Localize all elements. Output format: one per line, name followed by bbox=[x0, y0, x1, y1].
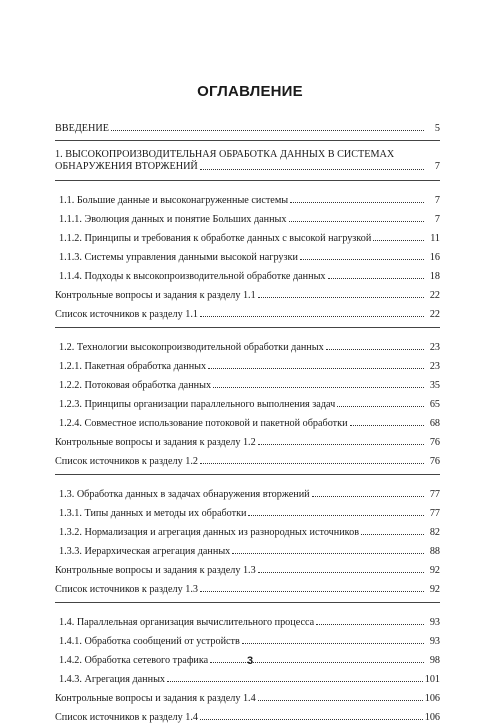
toc-entry-text: 1.1.1. Эволюция данных и понятие Больших данных bbox=[59, 213, 287, 225]
dot-leader bbox=[258, 297, 424, 298]
dot-leader bbox=[200, 463, 424, 464]
toc-entry-text: 1.4.2. Обработка сетевого трафика bbox=[59, 654, 209, 666]
toc-sections bbox=[55, 180, 440, 723]
toc-entry[interactable] bbox=[55, 225, 440, 244]
toc-entry[interactable] bbox=[55, 263, 440, 282]
toc-entry-text: 1.1.2. Принципы и требования к обработке данных с высокой нагрузкой bbox=[59, 232, 372, 244]
divider bbox=[55, 327, 440, 328]
dot-leader bbox=[208, 368, 424, 369]
toc-entry-text: 1.2.3. Принципы организации параллельного выполнения задач bbox=[59, 398, 336, 410]
toc-entry-page: 98 bbox=[429, 654, 440, 666]
toc-entry[interactable] bbox=[55, 187, 440, 206]
dot-leader bbox=[328, 278, 424, 279]
dot-leader bbox=[167, 681, 423, 682]
toc-entry-page: 7 bbox=[434, 194, 440, 206]
dot-leader bbox=[373, 240, 424, 241]
toc-entry[interactable] bbox=[55, 448, 440, 467]
chapter-title-line2: ОБНАРУЖЕНИЯ ВТОРЖЕНИЙ bbox=[55, 161, 198, 172]
toc-entry[interactable] bbox=[55, 500, 440, 519]
dot-leader bbox=[337, 406, 424, 407]
dot-leader bbox=[248, 515, 424, 516]
toc-entry-page: 11 bbox=[430, 232, 440, 244]
toc-entry-page: 23 bbox=[429, 360, 440, 372]
toc-entry-text: 1.4. Параллельная организация вычислительного процесса bbox=[59, 616, 315, 628]
toc-entry-text: 1.4.1. Обработка сообщений от устройств bbox=[59, 635, 240, 647]
dot-leader bbox=[200, 316, 424, 317]
toc-entry[interactable] bbox=[55, 429, 440, 448]
dot-leader bbox=[213, 387, 424, 388]
dot-leader bbox=[200, 591, 424, 592]
toc-entry[interactable] bbox=[55, 609, 440, 628]
toc-entry[interactable] bbox=[55, 410, 440, 429]
dot-leader bbox=[242, 643, 424, 644]
toc-entry[interactable] bbox=[55, 301, 440, 320]
page-title: ОГЛАВЛЕНИЕ bbox=[197, 83, 303, 100]
toc-entry-text: Контрольные вопросы и задания к разделу 1.4 bbox=[55, 692, 256, 704]
dot-leader bbox=[312, 496, 424, 497]
dot-leader bbox=[361, 534, 424, 535]
toc-entry-page: 106 bbox=[424, 711, 440, 723]
toc-entry[interactable] bbox=[55, 353, 440, 372]
toc-entry-text: 1.4.3. Агрегация данных bbox=[59, 673, 166, 685]
toc-entry-page: 76 bbox=[429, 436, 440, 448]
toc-entry-text: 1.2. Технологии высокопроизводительной обработки данных bbox=[59, 341, 324, 353]
toc-entry[interactable] bbox=[55, 372, 440, 391]
toc-entry-text: Контрольные вопросы и задания к разделу 1.1 bbox=[55, 289, 256, 301]
toc-entry[interactable] bbox=[55, 519, 440, 538]
divider bbox=[55, 180, 440, 181]
toc-entry[interactable] bbox=[55, 666, 440, 685]
toc-entry[interactable] bbox=[55, 685, 440, 704]
toc-entry[interactable] bbox=[55, 334, 440, 353]
toc-entry-text: 1.3.3. Иерархическая агрегация данных bbox=[59, 545, 231, 557]
toc-entry-text: Список источников к разделу 1.2 bbox=[55, 455, 198, 467]
toc-entry-text: 1.3.1. Типы данных и методы их обработки bbox=[59, 507, 247, 519]
toc-entry-text: Список источников к разделу 1.1 bbox=[55, 308, 198, 320]
divider bbox=[55, 140, 440, 141]
toc-entry-page: 23 bbox=[429, 341, 440, 353]
dot-leader bbox=[200, 719, 423, 720]
page-number: 3 bbox=[246, 655, 254, 667]
toc-entry-text: 1.2.2. Потоковая обработка данных bbox=[59, 379, 212, 391]
dot-leader bbox=[290, 202, 424, 203]
toc-entry-page: 92 bbox=[429, 564, 440, 576]
toc-entry-text: 1.2.1. Пакетная обработка данных bbox=[59, 360, 207, 372]
toc-entry-page: 35 bbox=[429, 379, 440, 391]
toc-entry-text: Список источников к разделу 1.3 bbox=[55, 583, 198, 595]
dot-leader bbox=[200, 169, 424, 170]
toc-entry-text: 1.3.2. Нормализация и агрегация данных из разнородных источников bbox=[59, 526, 360, 538]
dot-leader bbox=[258, 572, 424, 573]
toc-entry-text: Контрольные вопросы и задания к разделу 1.3 bbox=[55, 564, 256, 576]
toc-entry-page: 22 bbox=[429, 308, 440, 320]
dot-leader bbox=[300, 259, 424, 260]
toc-entry-page: 93 bbox=[429, 616, 440, 628]
dot-leader bbox=[350, 425, 424, 426]
toc-entry[interactable] bbox=[55, 628, 440, 647]
toc-entry-page: 88 bbox=[429, 545, 440, 557]
toc-entry-page: 77 bbox=[429, 488, 440, 500]
toc-entry[interactable] bbox=[55, 391, 440, 410]
divider bbox=[55, 602, 440, 603]
dot-leader bbox=[316, 624, 424, 625]
toc-entry-page: 92 bbox=[429, 583, 440, 595]
toc-entry-page: 77 bbox=[429, 507, 440, 519]
toc-entry[interactable] bbox=[55, 206, 440, 225]
table-of-contents bbox=[55, 115, 440, 723]
toc-entry[interactable] bbox=[55, 557, 440, 576]
toc-entry-page: 106 bbox=[424, 692, 440, 704]
toc-entry-page: 5 bbox=[434, 122, 440, 134]
toc-entry-page: 7 bbox=[434, 213, 440, 225]
toc-entry-chapter[interactable] bbox=[55, 147, 440, 173]
toc-entry-text: ВВЕДЕНИЕ bbox=[55, 122, 109, 134]
dot-leader bbox=[232, 553, 424, 554]
toc-entry-page: 18 bbox=[429, 270, 440, 282]
toc-entry-page: 22 bbox=[429, 289, 440, 301]
toc-entry[interactable] bbox=[55, 282, 440, 301]
toc-entry[interactable] bbox=[55, 704, 440, 723]
dot-leader bbox=[289, 221, 425, 222]
divider bbox=[55, 474, 440, 475]
toc-entry-text: 1.1.4. Подходы к высокопроизводительной обработке данных bbox=[59, 270, 326, 282]
toc-entry-intro[interactable] bbox=[55, 115, 440, 134]
toc-entry-page: 16 bbox=[429, 251, 440, 263]
toc-entry-text: 1.1.3. Системы управления данными высокой нагрузки bbox=[59, 251, 298, 263]
toc-entry-page: 93 bbox=[429, 635, 440, 647]
toc-entry-page: 65 bbox=[429, 398, 440, 410]
dot-leader bbox=[258, 444, 424, 445]
toc-entry[interactable] bbox=[55, 481, 440, 500]
dot-leader bbox=[258, 700, 423, 701]
toc-entry-text: 1.3. Обработка данных в задачах обнаружения вторжений bbox=[59, 488, 310, 500]
toc-entry-text: Контрольные вопросы и задания к разделу 1.2 bbox=[55, 436, 256, 448]
toc-entry[interactable] bbox=[55, 244, 440, 263]
toc-entry[interactable] bbox=[55, 576, 440, 595]
toc-entry-page: 68 bbox=[429, 417, 440, 429]
toc-entry[interactable] bbox=[55, 538, 440, 557]
toc-entry-page: 101 bbox=[424, 673, 440, 685]
dot-leader bbox=[111, 130, 424, 131]
chapter-title-line1: 1. ВЫСОКОПРОИЗВОДИТЕЛЬНАЯ ОБРАБОТКА ДАННЫХ В СИСТЕМАХ bbox=[55, 149, 395, 160]
toc-entry-text: 1.2.4. Совместное использование потоковой и пакетной обработки bbox=[59, 417, 348, 429]
toc-entry-text: 1.1. Большие данные и высоконагруженные системы bbox=[59, 194, 289, 206]
dot-leader bbox=[326, 349, 424, 350]
toc-entry-page: 82 bbox=[429, 526, 440, 538]
toc-entry-text: Список источников к разделу 1.4 bbox=[55, 711, 198, 723]
toc-entry-page: 7 bbox=[434, 161, 440, 172]
toc-entry-page: 76 bbox=[429, 455, 440, 467]
